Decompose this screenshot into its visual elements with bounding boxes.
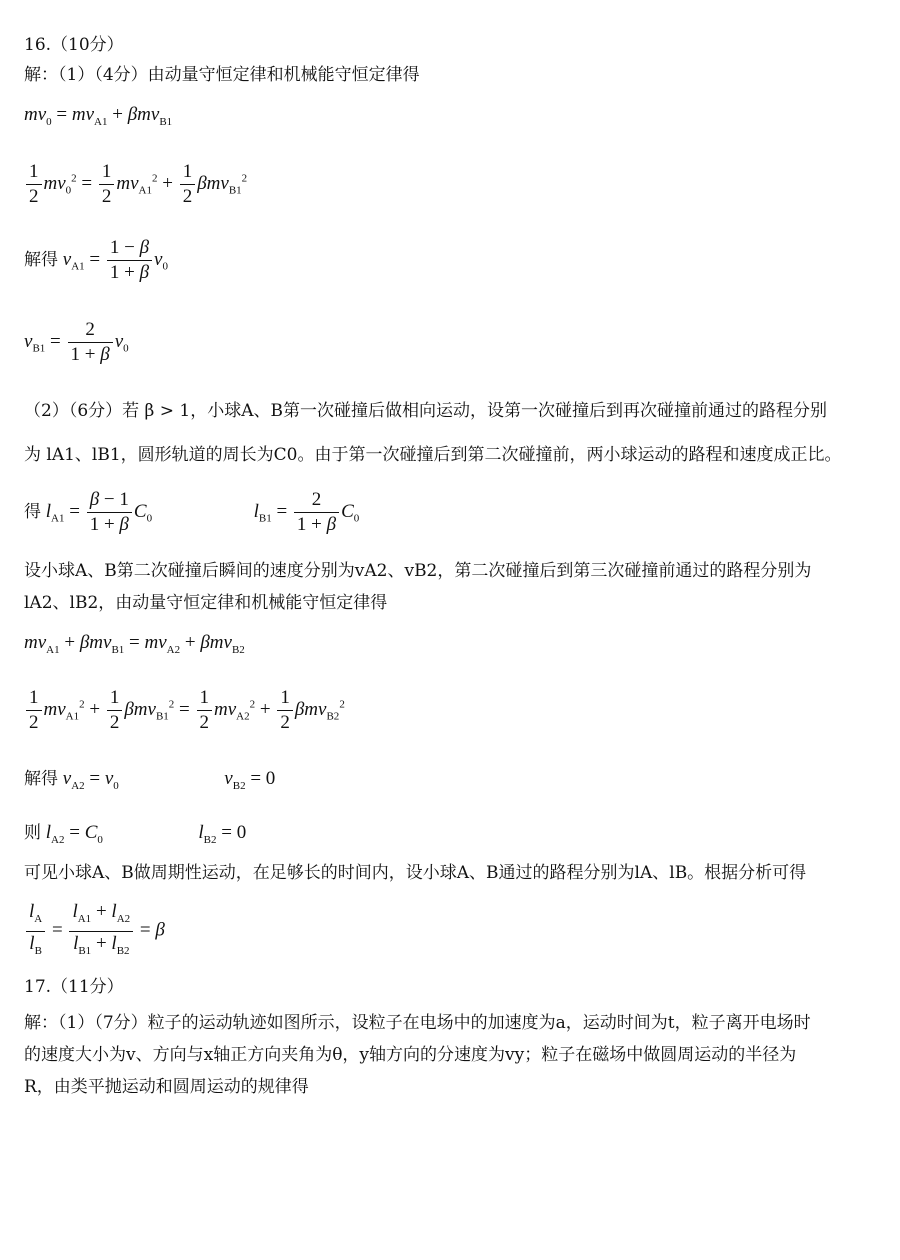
equation-vB1: $v_{B1}$ = $\frac{2}{1 + \beta}$ $v_0$: [24, 319, 129, 365]
q16-part1-intro: 解：（1）（4分）由动量守恒定律和机械能守恒定律得: [24, 65, 420, 85]
equation-vA1: 解得 $v_{A1}$ = $\frac{1 - \beta}{1 + \beta}$ $v_0$: [24, 237, 168, 283]
equation-energy-2: $\frac{1}{2}$ $mv_{A1}^2$ + $\frac{1}{2}$ βmv$_{B1}^2$ = $\frac{1}{2}$ $mv_{A2}^2$ + $\frac{1}{2}$ βmv$_{B2}^2$: [24, 686, 345, 735]
q16-part2-line1: （2）（6分）若 β > 1，小球A、B第一次碰撞后做相向运动，设第一次碰撞后到再次碰撞前通过的路程分别: [24, 401, 827, 421]
equation-momentum-1: $mv_0 = mv_{A1} + \beta mv_{B1}$: [24, 104, 173, 128]
equation-v2: 解得 $v_{A2} = v_0$ $v_{B2} = 0$: [24, 768, 276, 792]
q17-line1: 解：（1）（7分）粒子的运动轨迹如图所示，设粒子在电场中的加速度为a，运动时间为t，粒子离开电场时: [24, 1013, 811, 1033]
equation-path-2: 则 $l_{A2} = C_0$ $l_{B2} = 0$: [24, 822, 247, 846]
solve-label: 解得: [24, 249, 58, 270]
equation-momentum-2: $mv_{A1} + \beta mv_{B1} = mv_{A2} + \beta mv_{B2}$: [24, 632, 245, 656]
q17-line3: R，由类平抛运动和圆周运动的规律得: [24, 1077, 309, 1097]
q17-line2: 的速度大小为v、方向与x轴正方向夹角为θ，y轴方向的分速度为vy；粒子在磁场中做圆周运动的半径为: [24, 1045, 797, 1065]
ze-label: 则: [24, 823, 41, 843]
de-label: 得: [24, 501, 41, 522]
q16-header: 16.（10分）: [24, 35, 124, 55]
equation-ratio: $\frac{l_A}{l_B}$ = $\frac{l_{A1} + l_{A2}}{l_{B1} + l_{B2}}$ = β: [24, 900, 165, 963]
q16-part2-line2: 为 lA1、lB1，圆形轨道的周长为C0。由于第一次碰撞后到第二次碰撞前，两小球运动的路程和速度成正比。: [24, 445, 842, 465]
q16-part2-line5: 可见小球A、B做周期性运动，在足够长的时间内，设小球A、B通过的路程分别为lA、lB。根据分析可得: [24, 863, 807, 883]
q16-part2-line4: lA2、lB2，由动量守恒定律和机械能守恒定律得: [24, 593, 388, 613]
q16-part2-line3: 设小球A、B第二次碰撞后瞬间的速度分别为vA2、vB2，第二次碰撞后到第三次碰撞前通过的路程分别为: [24, 561, 812, 581]
solve-label-2: 解得: [24, 769, 58, 789]
q17-header: 17.（11分）: [24, 977, 124, 997]
equation-path-1: 得 $l_{A1}$ = $\frac{\beta - 1}{1 + \beta}$ $C_0$ $l_{B1}$ = $\frac{2}{1 + \beta}$ $C_0$: [24, 489, 360, 535]
equation-energy-1: $\frac{1}{2}$ $mv_0^2$ = $\frac{1}{2}$ $mv_{A1}^2$ + $\frac{1}{2}$ βmv$_{B1}^2$: [24, 160, 247, 209]
